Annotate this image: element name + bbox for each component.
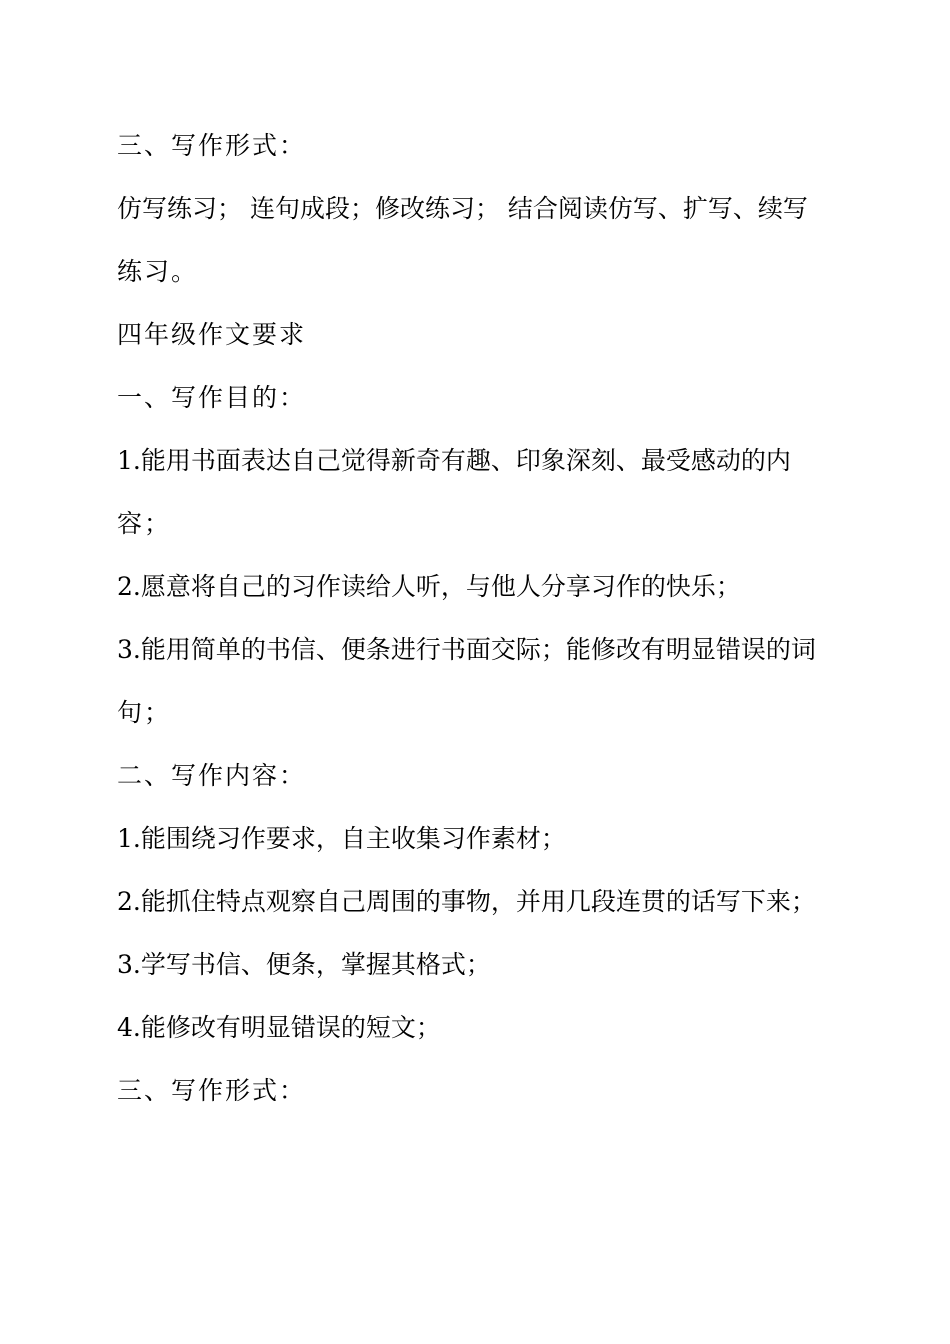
paragraph-line: 仿写练习； 连句成段；修改练习； 结合阅读仿写、扩写、续写 bbox=[117, 194, 808, 223]
list-item: 2.能抓住特点观察自己周围的事物，并用几段连贯的话写下来； bbox=[117, 887, 816, 916]
list-item: 3.能用简单的书信、便条进行书面交际；能修改有明显错误的词 bbox=[117, 635, 816, 664]
list-item: 3.学写书信、便条，掌握其格式； bbox=[117, 950, 491, 979]
section-heading-writing-form: 三、写作形式： bbox=[117, 1076, 307, 1105]
section-heading-writing-content: 二、写作内容： bbox=[117, 761, 307, 790]
paragraph-line: 容； bbox=[117, 509, 172, 538]
section-heading-writing-form: 三、写作形式： bbox=[117, 131, 307, 160]
list-item: 1.能用书面表达自己觉得新奇有趣、印象深刻、最受感动的内 bbox=[117, 446, 791, 475]
paragraph-line: 练习。 bbox=[117, 257, 199, 286]
list-item: 4.能修改有明显错误的短文； bbox=[117, 1013, 441, 1042]
grade-heading: 四年级作文要求 bbox=[117, 320, 307, 349]
list-item: 1.能围绕习作要求，自主收集习作素材； bbox=[117, 824, 566, 853]
list-item: 2.愿意将自己的习作读给人听，与他人分享习作的快乐； bbox=[117, 572, 741, 601]
paragraph-line: 句； bbox=[117, 698, 172, 727]
section-heading-writing-purpose: 一、写作目的： bbox=[117, 383, 307, 412]
